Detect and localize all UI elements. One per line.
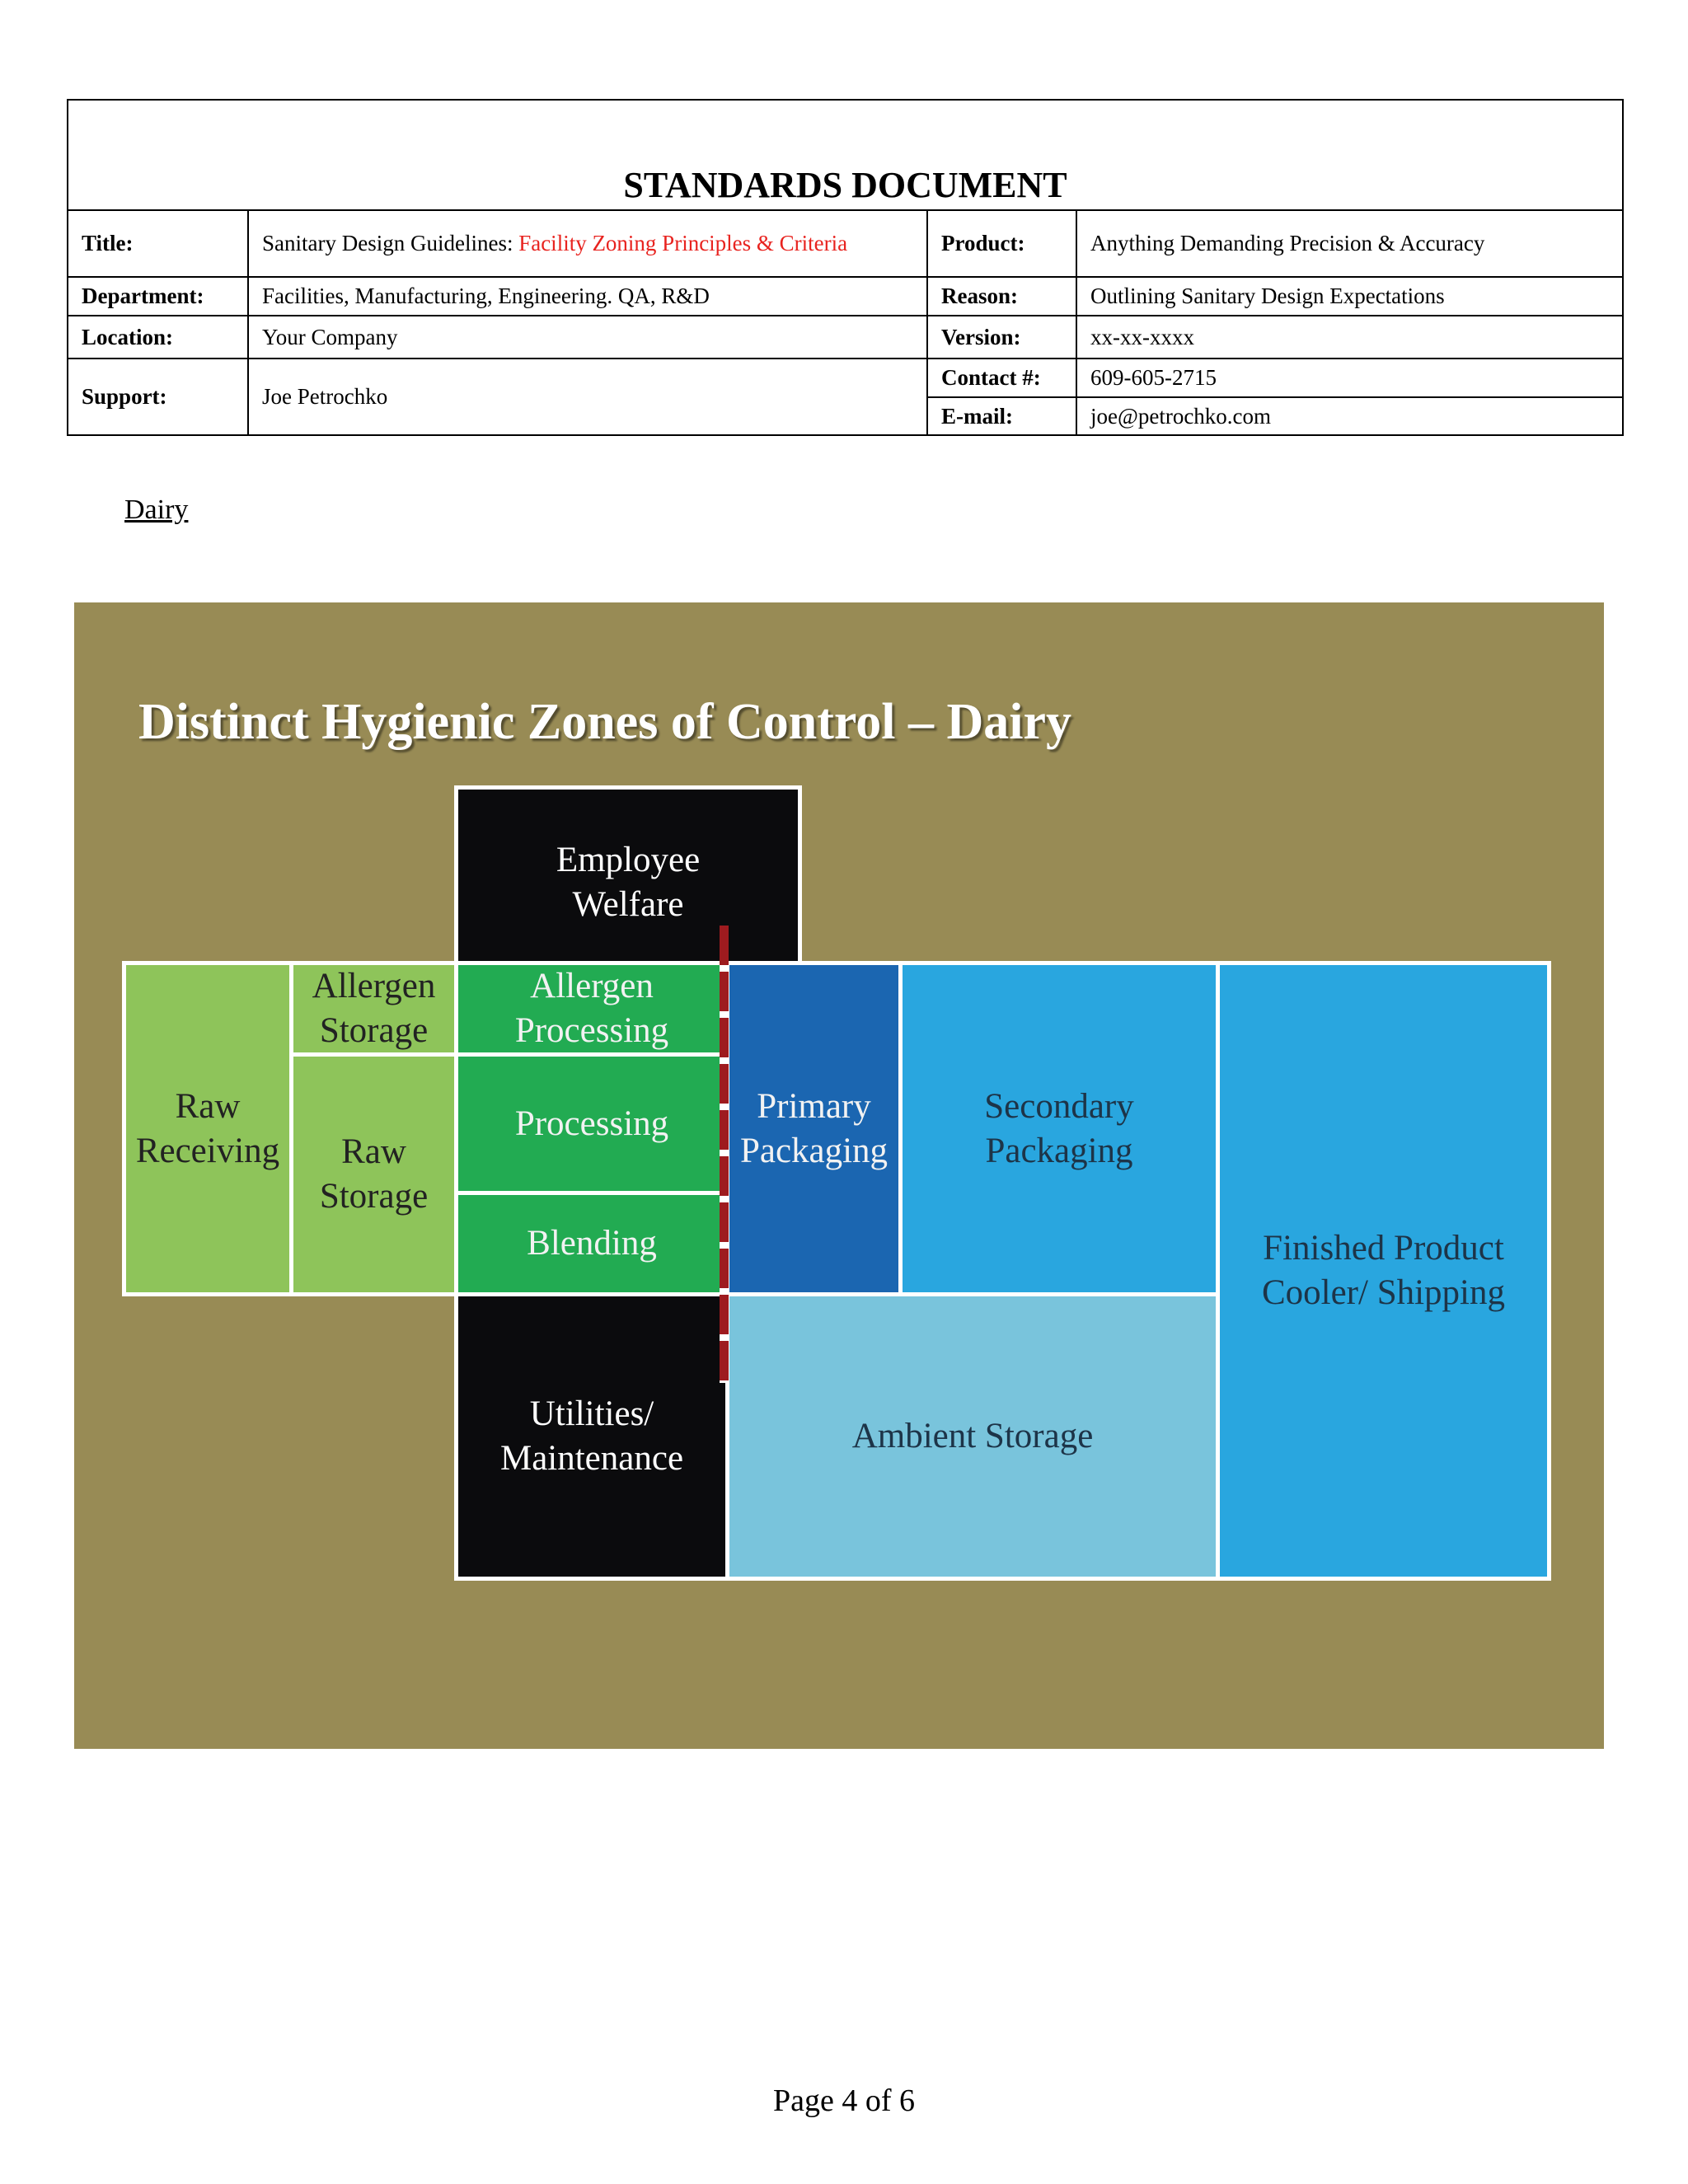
page-number: Page 4 of 6 bbox=[772, 2083, 916, 2118]
email-label: E-mail: bbox=[927, 397, 1076, 435]
document-heading: STANDARDS DOCUMENT bbox=[68, 100, 1623, 210]
support-value: Joe Petrochko bbox=[248, 359, 927, 435]
zone-primary-packaging: Primary Packaging bbox=[725, 961, 903, 1296]
zone-ambient-storage: Ambient Storage bbox=[725, 1292, 1220, 1581]
hygienic-barrier-line bbox=[720, 926, 729, 1383]
product-label: Product: bbox=[927, 210, 1076, 277]
zone-blending: Blending bbox=[454, 1191, 729, 1296]
reason-label: Reason: bbox=[927, 277, 1076, 316]
hygienic-zones-diagram bbox=[74, 602, 1604, 1749]
title-value-prefix: Sanitary Design Guidelines: bbox=[262, 231, 519, 255]
zone-utilities-maintenance: Utilities/ Maintenance bbox=[454, 1292, 729, 1581]
zone-allergen-storage: Allergen Storage bbox=[289, 961, 458, 1057]
diagram-title: Distinct Hygienic Zones of Control – Dairy bbox=[138, 694, 1072, 750]
zone-finished-product-shipping: Finished Product Cooler/ Shipping bbox=[1216, 961, 1551, 1581]
zone-raw-receiving: Raw Receiving bbox=[122, 961, 293, 1296]
reason-value: Outlining Sanitary Design Expectations bbox=[1076, 277, 1623, 316]
email-value: joe@petrochko.com bbox=[1076, 397, 1623, 435]
zone-processing: Processing bbox=[454, 1052, 729, 1195]
product-value: Anything Demanding Precision & Accuracy bbox=[1076, 210, 1623, 277]
section-label-dairy: Dairy bbox=[124, 494, 189, 525]
title-value bbox=[248, 210, 927, 277]
zone-secondary-packaging: Secondary Packaging bbox=[898, 961, 1220, 1296]
location-label: Location: bbox=[68, 316, 248, 359]
contact-value: 609-605-2715 bbox=[1076, 359, 1623, 397]
location-value: Your Company bbox=[248, 316, 927, 359]
header-table bbox=[67, 99, 1624, 436]
title-label: Title: bbox=[68, 210, 248, 277]
contact-label: Contact #: bbox=[927, 359, 1076, 397]
zone-raw-storage: Raw Storage bbox=[289, 1052, 458, 1296]
department-label: Department: bbox=[68, 277, 248, 316]
version-label: Version: bbox=[927, 316, 1076, 359]
department-value: Facilities, Manufacturing, Engineering. QA, R&D bbox=[248, 277, 927, 316]
support-label: Support: bbox=[68, 359, 248, 435]
zone-employee-welfare: Employee Welfare bbox=[454, 785, 802, 980]
zone-allergen-processing: Allergen Processing bbox=[454, 961, 729, 1057]
version-value: xx-xx-xxxx bbox=[1076, 316, 1623, 359]
title-value-highlight: Facility Zoning Principles & Criteria bbox=[518, 231, 848, 255]
